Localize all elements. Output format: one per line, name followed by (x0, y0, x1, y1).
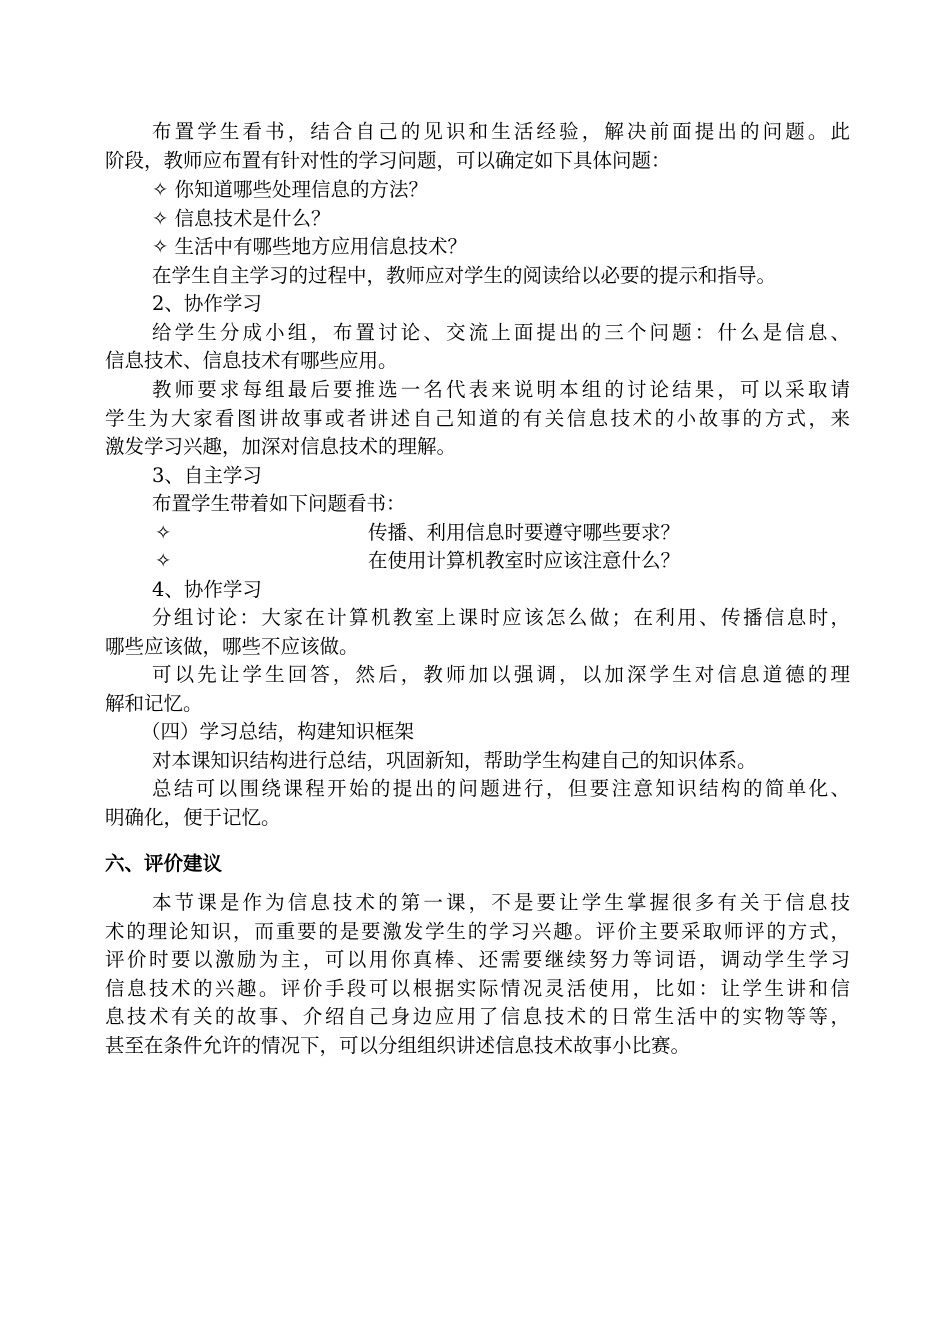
paragraph-line: 评价时要以激励为主，可以用你真棒、还需要继续努力等词语，调动学生学习 (105, 948, 850, 971)
paragraph-line: 可以先让学生回答，然后，教师加以强调，以加深学生对信息道德的理 (152, 663, 850, 686)
question-item: ✧ 生活中有哪些地方应用信息技术？ (152, 235, 468, 258)
question-item: 传播、利用信息时要遵守哪些要求？ (368, 521, 681, 544)
section-heading: 六、评价建议 (105, 852, 223, 875)
paragraph-line: 教师要求每组最后要推选一名代表来说明本组的讨论结果，可以采取请 (152, 378, 850, 401)
paragraph-line: 给学生分成小组，布置讨论、交流上面提出的三个问题：什么是信息、 (152, 321, 850, 344)
paragraph-line: 学生为大家看图讲故事或者讲述自己知道的有关信息技术的小故事的方式，来 (105, 407, 850, 430)
paragraph-line: 信息技术的兴趣。评价手段可以根据实际情况灵活使用，比如：让学生讲和信 (105, 977, 850, 1000)
paragraph-line: 本节课是作为信息技术的第一课，不是要让学生掌握很多有关于信息技 (152, 891, 850, 914)
paragraph-line: 布置学生看书，结合自己的见识和生活经验，解决前面提出的问题。此 (152, 120, 850, 143)
question-item: 在使用计算机教室时应该注意什么？ (368, 549, 681, 572)
paragraph-line: 激发学习兴趣，加深对信息技术的理解。 (105, 435, 457, 458)
step-heading: （四）学习总结，构建知识框架 (141, 720, 415, 743)
question-item: ✧ 信息技术是什么？ (152, 207, 331, 230)
paragraph-line: 阶段，教师应布置有针对性的学习问题，可以确定如下具体问题： (105, 149, 671, 172)
step-heading: 3、自主学习 (152, 464, 262, 487)
paragraph-line: 术的理论知识，而重要的是要激发学生的学习兴趣。评价主要采取师评的方式， (105, 920, 850, 943)
paragraph-line: 布置学生带着如下问题看书： (152, 492, 406, 515)
paragraph-line: 明确化，便于记忆。 (105, 806, 281, 829)
bullet-icon: ✧ (155, 521, 172, 544)
step-heading: 4、协作学习 (152, 578, 262, 601)
paragraph-line: 对本课知识结构进行总结，巩固新知，帮助学生构建自己的知识体系。 (152, 749, 757, 772)
paragraph-line: 在学生自主学习的过程中，教师应对学生的阅读给以必要的提示和指导。 (152, 264, 777, 287)
paragraph-line: 哪些应该做，哪些不应该做。 (105, 635, 359, 658)
bullet-icon: ✧ (155, 549, 172, 572)
paragraph-line: 总结可以围绕课程开始的提出的问题进行，但要注意知识结构的简单化、 (152, 777, 850, 800)
paragraph-line: 息技术有关的故事、介绍自己身边应用了信息技术的日常生活中的实物等等， (105, 1005, 850, 1028)
paragraph-line: 分组讨论：大家在计算机教室上课时应该怎么做；在利用、传播信息时， (152, 606, 850, 629)
paragraph-line: 信息技术、信息技术有哪些应用。 (105, 349, 398, 372)
step-heading: 2、协作学习 (152, 292, 262, 315)
paragraph-line: 解和记忆。 (105, 692, 203, 715)
paragraph-line: 甚至在条件允许的情况下，可以分组组织讲述信息技术故事小比赛。 (105, 1034, 691, 1057)
question-item: ✧ 你知道哪些处理信息的方法？ (152, 178, 429, 201)
